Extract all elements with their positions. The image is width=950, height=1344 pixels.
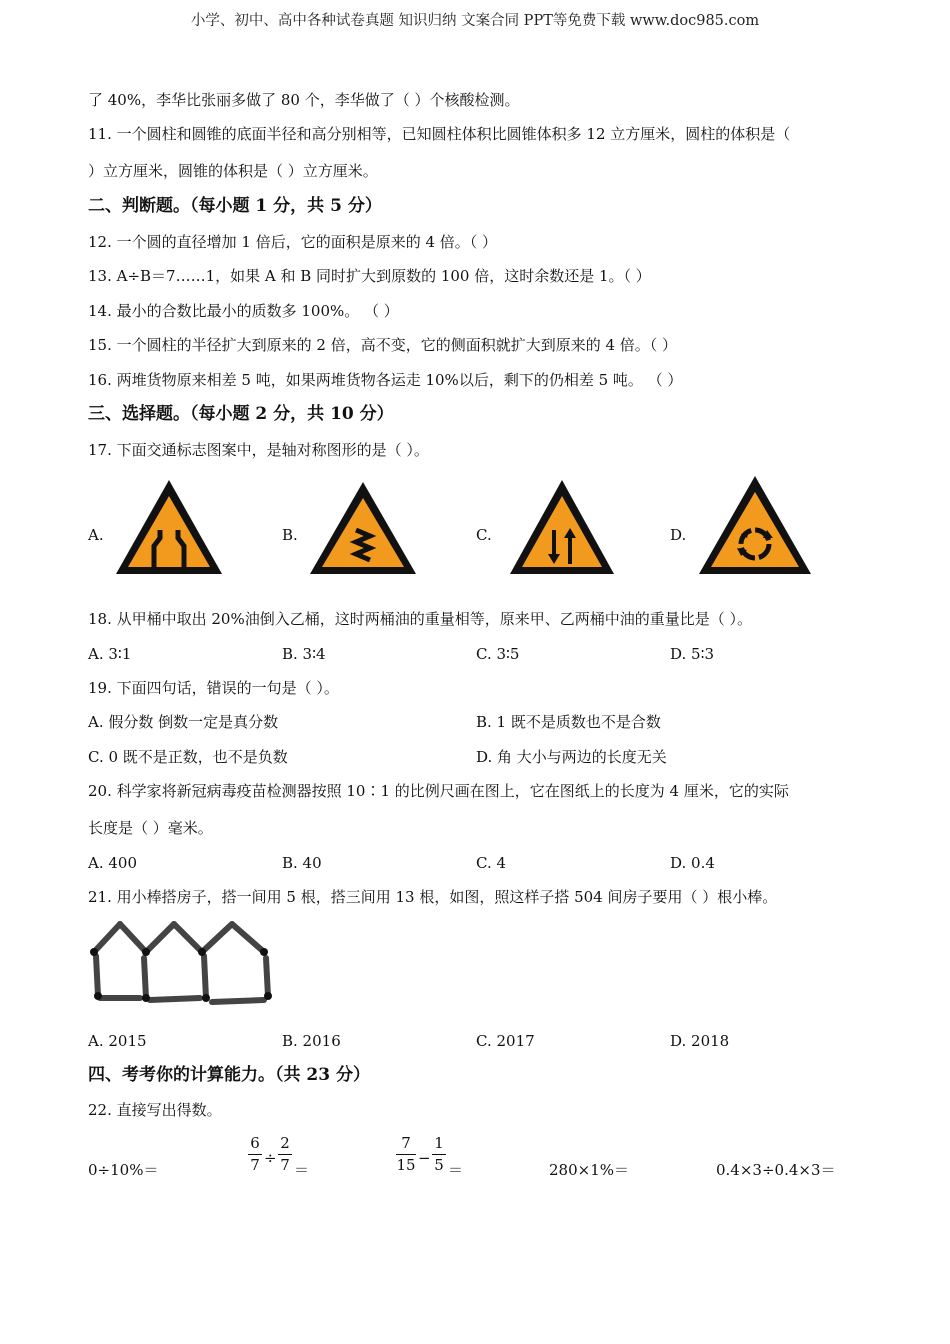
calc-3-denominator-2: 5 bbox=[434, 1156, 444, 1174]
calc-3-fraction-1 bbox=[396, 1136, 416, 1173]
calc-2-denominator-2: 7 bbox=[280, 1156, 290, 1174]
winding-road-icon bbox=[308, 480, 418, 576]
q17-option-a: A. bbox=[88, 526, 104, 544]
question-20-line2: 长度是（ ）毫米。 bbox=[88, 819, 213, 837]
q17-option-c: C. bbox=[476, 526, 492, 544]
calc-4: 280×1%＝ bbox=[549, 1161, 629, 1179]
two-way-traffic-icon bbox=[508, 478, 616, 576]
calc-3-operator: − bbox=[418, 1149, 431, 1167]
q18-option-a: A. 3∶1 bbox=[88, 645, 132, 663]
question-12: 12. 一个圆的直径增加 1 倍后，它的面积是原来的 4 倍。（ ） bbox=[88, 233, 498, 251]
q19-option-a: A. 假分数 倒数一定是真分数 bbox=[88, 713, 279, 731]
q19-option-c: C. 0 既不是正数，也不是负数 bbox=[88, 748, 288, 766]
q18-option-b: B. 3∶4 bbox=[282, 645, 326, 663]
question-11-line2: ）立方厘米，圆锥的体积是（ ）立方厘米。 bbox=[88, 162, 378, 180]
question-14: 14. 最小的合数比最小的质数多 100%。 （ ） bbox=[88, 302, 399, 320]
q21-option-d: D. 2018 bbox=[670, 1032, 730, 1050]
calc-2-equals: ＝ bbox=[294, 1161, 310, 1179]
q19-option-b: B. 1 既不是质数也不是合数 bbox=[476, 713, 661, 731]
calc-3-numerator-2: 1 bbox=[434, 1134, 444, 1152]
question-17: 17. 下面交通标志图案中，是轴对称图形的是（ ）。 bbox=[88, 441, 429, 459]
calc-2-fraction-2 bbox=[278, 1136, 292, 1173]
section-3-title: 三、选择题。（每小题 2 分，共 10 分） bbox=[88, 404, 394, 424]
calc-1: 0÷10%＝ bbox=[88, 1161, 159, 1179]
page-header: 小学、初中、高中各种试卷真题 知识归纳 文案合同 PPT等免费下载 www.doc985.com bbox=[190, 13, 760, 29]
road-narrows-icon bbox=[114, 478, 224, 576]
q20-option-b: B. 40 bbox=[282, 854, 322, 872]
calc-3-numerator-1: 7 bbox=[401, 1134, 411, 1152]
question-22: 22. 直接写出得数。 bbox=[88, 1101, 222, 1119]
q21-option-b: B. 2016 bbox=[282, 1032, 341, 1050]
question-10-continued: 了 40%，李华比张丽多做了 80 个，李华做了（ ）个核酸检测。 bbox=[88, 91, 520, 109]
question-13: 13. A÷B＝7……1，如果 A 和 B 同时扩大到原数的 100 倍，这时余数还是 1。（ ） bbox=[88, 267, 651, 285]
question-16: 16. 两堆货物原来相差 5 吨，如果两堆货物各运走 10%以后，剩下的仍相差 5 吨。 （ ） bbox=[88, 371, 683, 389]
roundabout-icon bbox=[697, 474, 813, 576]
calc-3-denominator-1: 15 bbox=[396, 1156, 416, 1174]
question-11-line1: 11. 一个圆柱和圆锥的底面半径和高分别相等，已知圆柱体积比圆锥体积多 12 立方厘米，圆柱的体积是（ bbox=[88, 125, 791, 143]
calc-3-equals: ＝ bbox=[448, 1161, 464, 1179]
q21-option-a: A. 2015 bbox=[88, 1032, 147, 1050]
q17-option-b: B. bbox=[282, 526, 298, 544]
section-4-title: 四、考考你的计算能力。（共 23 分） bbox=[88, 1065, 370, 1085]
calc-5: 0.4×3÷0.4×3＝ bbox=[716, 1161, 836, 1179]
calc-2-denominator-1: 7 bbox=[250, 1156, 260, 1174]
calc-2-numerator-1: 6 bbox=[250, 1134, 260, 1152]
question-18: 18. 从甲桶中取出 20%油倒入乙桶，这时两桶油的重量相等，原来甲、乙两桶中油的重量比是（ ）。 bbox=[88, 610, 753, 628]
q18-option-c: C. 3∶5 bbox=[476, 645, 520, 663]
calc-2-numerator-2: 2 bbox=[280, 1134, 290, 1152]
question-19: 19. 下面四句话，错误的一句是（ ）。 bbox=[88, 679, 339, 697]
q19-option-d: D. 角 大小与两边的长度无关 bbox=[476, 748, 667, 766]
calc-2-fraction-1 bbox=[248, 1136, 262, 1173]
matchstick-houses-figure bbox=[88, 918, 278, 1010]
q20-option-a: A. 400 bbox=[88, 854, 137, 872]
calc-3-fraction-2 bbox=[432, 1136, 446, 1173]
q17-option-d: D. bbox=[670, 526, 687, 544]
q20-option-c: C. 4 bbox=[476, 854, 507, 872]
section-2-title: 二、判断题。（每小题 1 分，共 5 分） bbox=[88, 196, 382, 216]
q18-option-d: D. 5∶3 bbox=[670, 645, 715, 663]
question-15: 15. 一个圆柱的半径扩大到原来的 2 倍，高不变，它的侧面积就扩大到原来的 4 倍。（ ） bbox=[88, 336, 678, 354]
q21-option-c: C. 2017 bbox=[476, 1032, 535, 1050]
question-21: 21. 用小棒搭房子，搭一间用 5 根，搭三间用 13 根，如图，照这样子搭 504 间房子要用（ ）根小棒。 bbox=[88, 888, 778, 906]
calc-2-operator: ÷ bbox=[264, 1149, 277, 1167]
question-20-line1: 20. 科学家将新冠病毒疫苗检测器按照 10∶1 的比例尺画在图上，它在图纸上的长度为 4 厘米，它的实际 bbox=[88, 782, 789, 800]
q20-option-d: D. 0.4 bbox=[670, 854, 715, 872]
